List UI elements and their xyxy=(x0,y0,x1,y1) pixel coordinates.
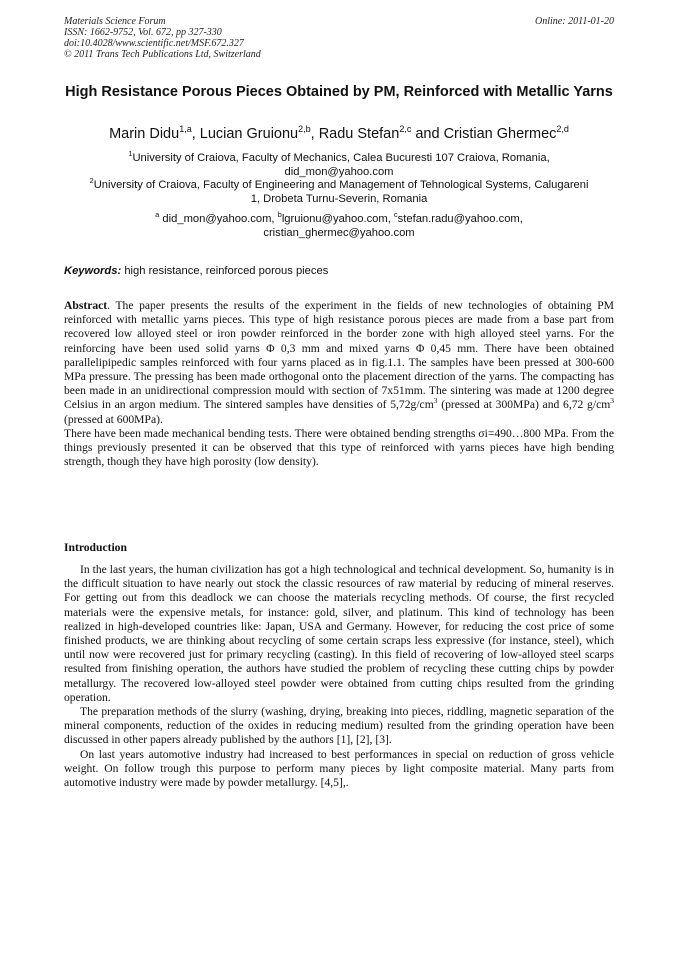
affiliation-email: did_mon@yahoo.com xyxy=(284,166,394,178)
author-sup: 1,a xyxy=(179,124,192,134)
author-list: Marin Didu$^{1,a}$, Lucian Gruionu$^{2,b}$, Radu Stefan$^{2,c}$ and Cristian Ghermec$^{2,d}$ xyxy=(109,124,569,142)
abstract-text: (pressed at 300MPa) and 6,72 g/cm xyxy=(437,398,611,412)
doi-line: doi:10.4028/www.scientific.net/MSF.672.327 xyxy=(64,38,244,49)
abstract-para-1 xyxy=(64,299,614,427)
affiliation-sup: 2 xyxy=(89,176,94,185)
email-sup: c xyxy=(393,210,398,219)
email-list xyxy=(64,212,614,240)
introduction-body xyxy=(64,563,614,790)
online-date: Online: 2011-01-20 xyxy=(535,16,614,27)
email-a: did_mon@yahoo.com, xyxy=(162,213,275,225)
author-name: Marin Didu xyxy=(109,126,180,142)
author-name: Cristian Ghermec xyxy=(443,126,557,142)
issn-line: ISSN: 1662-9752, Vol. 672, pp 327-330 xyxy=(64,27,222,38)
journal-header xyxy=(64,16,261,60)
section-heading: Introduction xyxy=(64,541,127,554)
abstract xyxy=(64,299,614,469)
paper-title: High Resistance Porous Pieces Obtained by PM, Reinforced with Metallic Yarns xyxy=(65,84,613,100)
author-sup: 2,c xyxy=(399,124,412,134)
affiliation-address: 1, Drobeta Turnu-Severin, Romania xyxy=(250,193,428,205)
author-name: Lucian Gruionu xyxy=(199,126,299,142)
email-b: lgruionu@yahoo.com, xyxy=(281,213,391,225)
email-c: stefan.radu@yahoo.com, xyxy=(397,213,523,225)
affiliation-sup: 1 xyxy=(128,149,133,158)
copyright-line: © 2011 Trans Tech Publications Ltd, Switzerland xyxy=(64,49,261,60)
author-sup: 2,b xyxy=(298,124,311,134)
affiliation-text: University of Craiova, Faculty of Engineering and Management of Tehnological Systems, Calugareni xyxy=(93,179,589,191)
keywords-label: Keywords: xyxy=(64,265,122,277)
intro-paragraph: In the last years, the human civilization has got a high technological and technical development. So, humanity is in the difficult situation to have nearly out stock the classic resources of raw material by reducing of mineral reserves. For getting out from this deadlock we can choose the materials recycling methods. Of course, the first recycled materials were the expensive metals, for instance: gold, silver, and platinum. This kind of technology has been realized in high-developed countries like: Japan, USA and Germany. However, for reducing the cost price of some finished products, we are thinking about recycling of some certain scraps less expressive (for instance, steel), which until now were recovered just for primary recycling (casting). In this field of recovering of low-alloyed steel scarps resulted from finishing operation, the authors have studied the problem of recycling these cutting chips by powder metallurgy. The recovered low-alloyed steel powder were obtained from cutting chips resulted from the grinding operation. xyxy=(64,563,614,704)
abstract-text: (pressed at 600MPa). xyxy=(64,412,163,426)
abstract-text: . The paper presents the results of the experiment in the fields of new technologies of obtaining PM reinforced with metallic yarns pieces. This type of high resistance porous pieces are made from a base part from recovered low alloyed steel or iron powder reinforced in the border zone with high alloyed steel yarns. For the reinforcing have been used solid yarns Φ 0,3 mm and mixed yarns Φ 0,45 mm. There have been obtained parallelipipedic samples reinforced with four yarns placed as in fig.1.1. The samples have been pressed at 300-600 MPa pressure. The pressing has been made orthogonal onto the placement direction of the yarns. The compacting has been made in an unidirectional compression mould with section of 7x51mm. The sintering was made at 1200 degree Celsius in an argon medium. The sintered samples have densities of 5,72g/cm xyxy=(64,299,614,412)
email-sup: a xyxy=(155,210,160,219)
journal-name: Materials Science Forum xyxy=(64,16,166,27)
affiliation-2 xyxy=(64,178,614,206)
author-name: Radu Stefan xyxy=(318,126,400,142)
author-sup: 2,d xyxy=(556,124,569,134)
email-d: cristian_ghermec@yahoo.com xyxy=(263,227,415,239)
abstract-para-2: There have been made mechanical bending tests. There were obtained bending strengths σi=490…800 MPa. From the things previously presented it can be observed that this type of reinforced with yarns pieces have high bending strength, though they have high porosity (low density). xyxy=(64,426,614,469)
abstract-label: Abstract xyxy=(64,299,108,312)
affiliation-text: University of Craiova, Faculty of Mechanics, Calea Bucuresti 107 Craiova, Romania, xyxy=(132,152,550,164)
email-sup: b xyxy=(277,210,282,219)
keywords-text: high resistance, reinforced porous pieces xyxy=(124,265,329,277)
keywords xyxy=(64,264,328,278)
unit-sup: 3 xyxy=(610,396,614,406)
intro-paragraph: The preparation methods of the slurry (washing, drying, breaking into pieces, riddling, magnetic separation of the mineral components, reduction of the oxides in reducing medium) resulted from the grinding operation have been discussed in other papers already published by the authors [1], [2], [3]. xyxy=(64,705,614,747)
unit-sup: 3 xyxy=(433,396,438,406)
intro-paragraph: On last years automotive industry had increased to best performances in special on reduction of gross vehicle weight. On follow trough this purpose to perform many pieces by light composite material. Many parts from automotive industry were made by powder metallurgy. [4,5],. xyxy=(64,747,614,790)
affiliation-1 xyxy=(64,151,614,179)
